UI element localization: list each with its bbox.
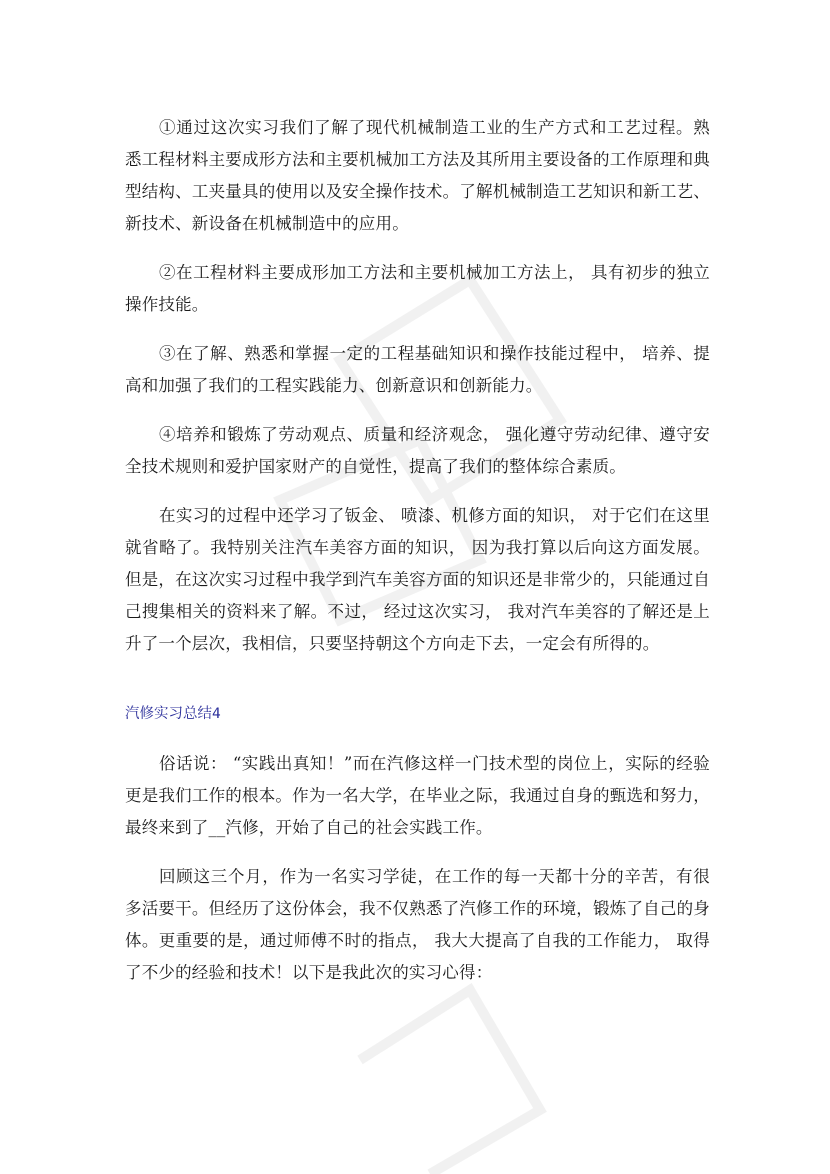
paragraph-5: 在实习的过程中还学习了钣金、 喷漆、机修方面的知识， 对于它们在这里就省略了。我特别关注汽车美容方面的知识， 因为我打算以后向这方面发展。但是，在这次实习过程中我学到汽车美容方面的知识还是非常少的，只能通过自己搜集相关的资料来了解。不过， 经过这次实习， 我对汽车美容的了解还是上升了一个层次，我相信，只要坚持朝这个方向走下去，一定会有所得的。 — [125, 506, 710, 653]
paragraph-6: 俗话说： “实践出真知！”而在汽修这样一门技术型的岗位上，实际的经验更是我们工作的根本。作为一名大学，在毕业之际，我通过自身的甄选和努力，最终来到了__汽修，开始了自己的社会实践工作。 — [125, 754, 710, 837]
paragraph-2: ②在工程材料主要成形加工方法和主要机械加工方法上， 具有初步的独立操作技能。 — [125, 263, 710, 314]
section-heading: 汽修实习总结4 — [125, 706, 221, 722]
paragraph-3: ③在了解、熟悉和掌握一定的工程基础知识和操作技能过程中， 培养、提高和加强了我们的工程实践能力、创新意识和创新能力。 — [125, 344, 710, 395]
document-body — [125, 112, 710, 1006]
paragraph-7: 回顾这三个月，作为一名实习学徒，在工作的每一天都十分的辛苦，有很多活要干。但经历了这份体会，我不仅熟悉了汽修工作的环境，锻炼了自己的身体。更重要的是，通过师傅不时的指点， 我大大提高了自我的工作能力， 取得了不少的经验和技术！以下是我此次的实习心得： — [125, 867, 710, 982]
paragraph-4: ④培养和锻炼了劳动观点、质量和经济观念， 强化遵守劳动纪律、遵守安全技术规则和爱护国家财产的自觉性，提高了我们的整体综合素质。 — [125, 425, 710, 476]
paragraph-1: ①通过这次实习我们了解了现代机械制造工业的生产方式和工艺过程。熟悉工程材料主要成形方法和主要机械加工方法及其所用主要设备的工作原理和典型结构、工夹量具的使用以及安全操作技术。了解机械制造工艺知识和新工艺、新技术、新设备在机械制造中的应用。 — [125, 118, 710, 233]
